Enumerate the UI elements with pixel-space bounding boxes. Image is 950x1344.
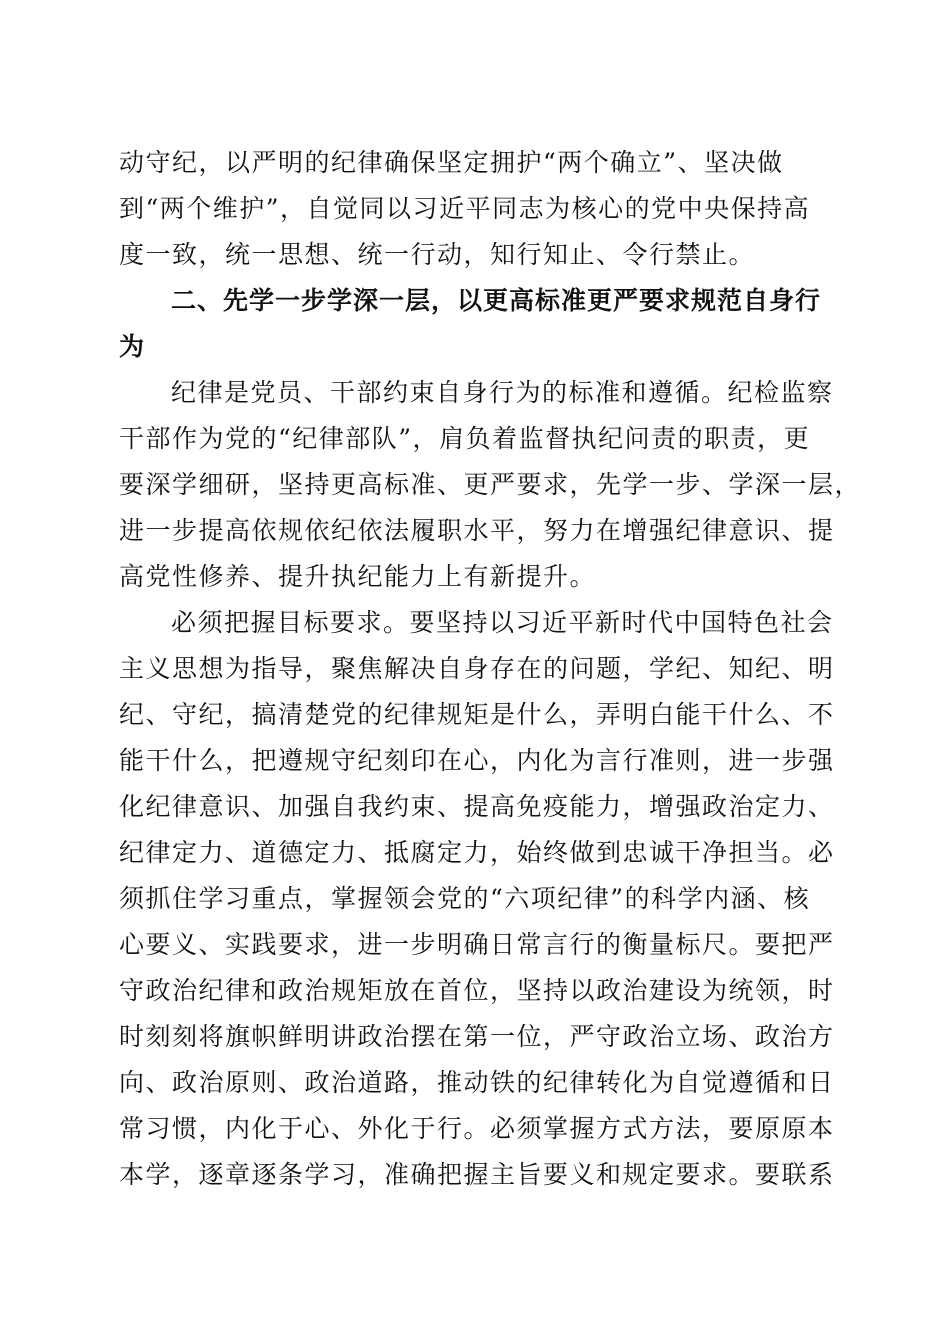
body-text-line: 本学，逐章逐条学习，准确把握主旨要义和规定要求。要联系 (119, 1160, 835, 1189)
body-text-line: 须抓住学习重点，掌握领会党的“六项纪律”的科学内涵、核 (119, 884, 811, 913)
body-text-line: 到“两个维护”，自觉同以习近平同志为核心的党中央保持高 (119, 194, 811, 223)
body-text-line: 纪、守纪，搞清楚党的纪律规矩是什么，弄明白能干什么、不 (119, 700, 835, 729)
paragraph-first-line: 纪律是党员、干部约束自身行为的标准和遵循。纪检监察 (171, 378, 834, 407)
body-text-line: 化纪律意识、加强自我约束、提高免疫能力，增强政治定力、 (119, 792, 835, 821)
body-text-line: 守政治纪律和政治规矩放在首位，坚持以政治建设为统领，时 (119, 976, 835, 1005)
body-text-line: 进一步提高依规依纪依法履职水平，努力在增强纪律意识、提 (119, 516, 835, 545)
body-text-line: 纪律定力、道德定力、抵腐定力，始终做到忠诚干净担当。必 (119, 838, 835, 867)
body-text-line: 主义思想为指导，聚焦解决自身存在的问题，学纪、知纪、明 (119, 654, 835, 683)
body-text-line: 时刻刻将旗帜鲜明讲政治摆在第一位，严守政治立场、政治方 (119, 1022, 835, 1051)
body-text-line: 常习惯，内化于心、外化于行。必须掌握方式方法，要原原本 (119, 1114, 835, 1143)
body-text-line: 能干什么，把遵规守纪刻印在心，内化为言行准则，进一步强 (119, 746, 835, 775)
paragraph-first-line: 必须把握目标要求。要坚持以习近平新时代中国特色社会 (171, 608, 834, 637)
body-text-line: 心要义、实践要求，进一步明确日常言行的衡量标尺。要把严 (119, 930, 835, 959)
body-text-line: 度一致，统一思想、统一行动，知行知止、令行禁止。 (119, 240, 756, 269)
body-text-line: 干部作为党的“纪律部队”，肩负着监督执纪问责的职责，更 (119, 424, 811, 453)
body-text-line: 向、政治原则、政治道路，推动铁的纪律转化为自觉遵循和日 (119, 1068, 835, 1097)
body-text-line: 高党性修养、提升执纪能力上有新提升。 (119, 562, 597, 591)
section-heading: 二、先学一步学深一层，以更高标准更严要求规范自身行 (171, 286, 822, 315)
body-text-line: 要深学细研，坚持更高标准、更严要求，先学一步、学深一层， (119, 470, 862, 499)
body-text-line: 动守纪，以严明的纪律确保坚定拥护“两个确立”、坚决做 (119, 148, 784, 177)
section-heading-continuation: 为 (119, 332, 146, 361)
